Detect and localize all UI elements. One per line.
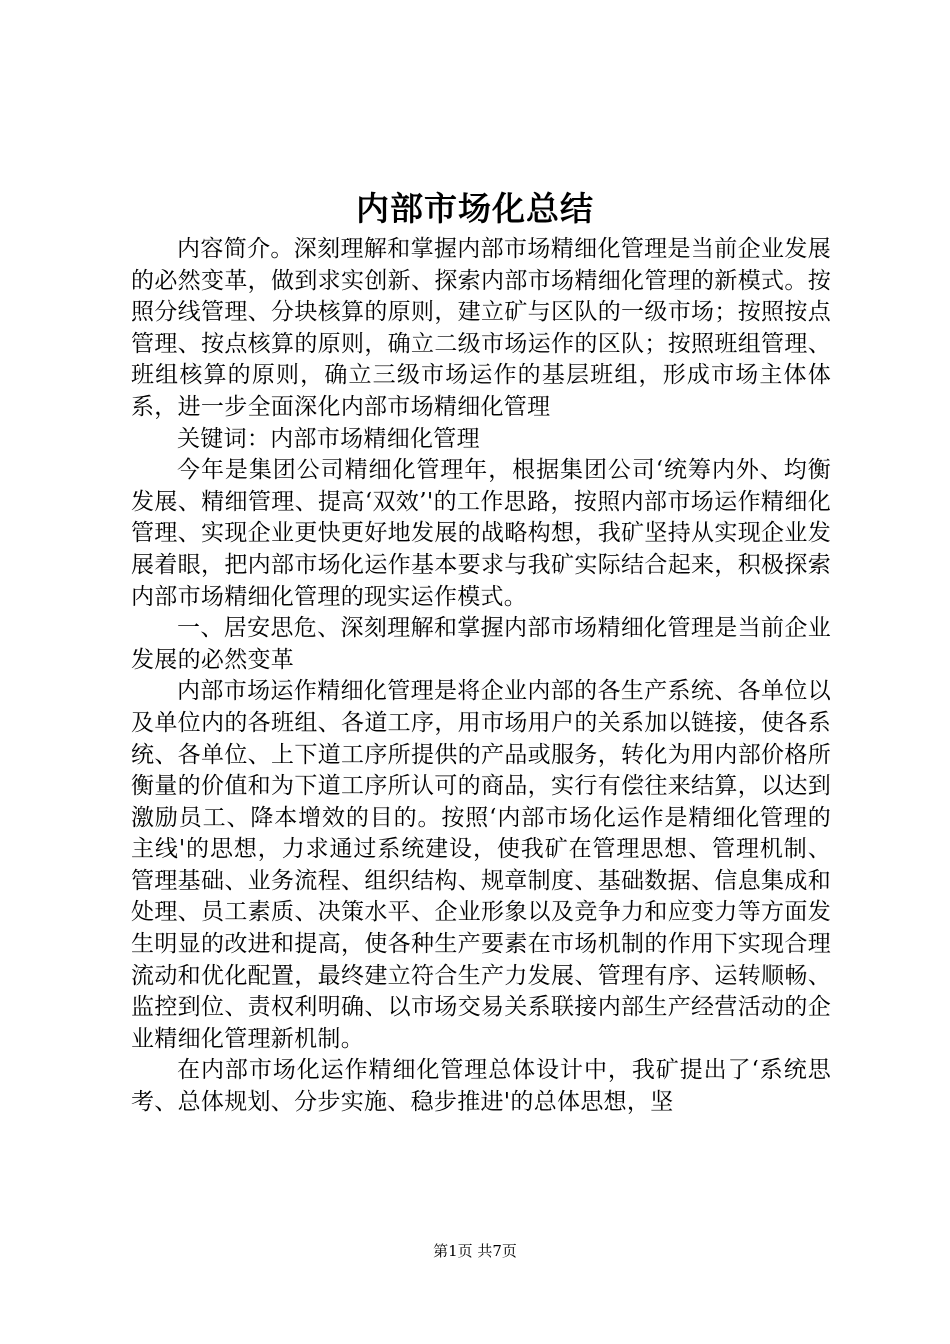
document-title: 内部市场化总结: [356, 189, 594, 228]
paragraph-keywords: 关键词：内部市场精细化管理: [177, 425, 480, 452]
document-body: [131, 234, 831, 1119]
page-number-footer: 第1页 共7页: [433, 1242, 517, 1260]
section-heading-1: 一、居安思危、深刻理解和掌握内部市场精细化管理是当前企业发展的必然变革: [131, 615, 831, 673]
paragraph-summary: 内容简介。深刻理解和掌握内部市场精细化管理是当前企业发展的必然变革，做到求实创新、探索内部市场精细化管理的新模式。按照分线管理、分块核算的原则，建立矿与区队的一级市场；按照按点管理、按点核算的原则，确立二级市场运作的区队；按照班组管理、班组核算的原则，确立三级市场运作的基层班组，形成市场主体体系，进一步全面深化内部市场精细化管理: [131, 236, 831, 420]
paragraph-design: 在内部市场化运作精细化管理总体设计中，我矿提出了‘系统思考、总体规划、分步实施、稳步推进'的总体思想，坚: [131, 1057, 831, 1116]
paragraph-section-1: 内部市场运作精细化管理是将企业内部的各生产系统、各单位以及单位内的各班组、各道工序，用市场用户的关系加以链接，使各系统、各单位、上下道工序所提供的产品或服务，转化为用内部价格所衡量的价值和为下道工序所认可的商品，实行有偿往来结算，以达到激励员工、降本增效的目的。按照‘内部市场化运作是精细化管理的主线'的思想，力求通过系统建设，使我矿在管理思想、管理机制、管理基础、业务流程、组织结构、规章制度、基础数据、信息集成和处理、员工素质、决策水平、企业形象以及竞争力和应变力等方面发生明显的改进和提高，使各种生产要素在市场机制的作用下实现合理流动和优化配置，最终建立符合生产力发展、管理有序、运转顺畅、监控到位、责权利明确、以市场交易关系联接内部生产经营活动的企业精细化管理新机制。: [131, 678, 831, 1052]
paragraph-intro: 今年是集团公司精细化管理年，根据集团公司‘统筹内外、均衡发展、精细管理、提高‘双效’'的工作思路，按照内部市场运作精细化管理、实现企业更快更好地发展的战略构想，我矿坚持从实现企业发展着眼，把内部市场化运作基本要求与我矿实际结合起来，积极探索内部市场精细化管理的现实运作模式。: [131, 457, 831, 610]
